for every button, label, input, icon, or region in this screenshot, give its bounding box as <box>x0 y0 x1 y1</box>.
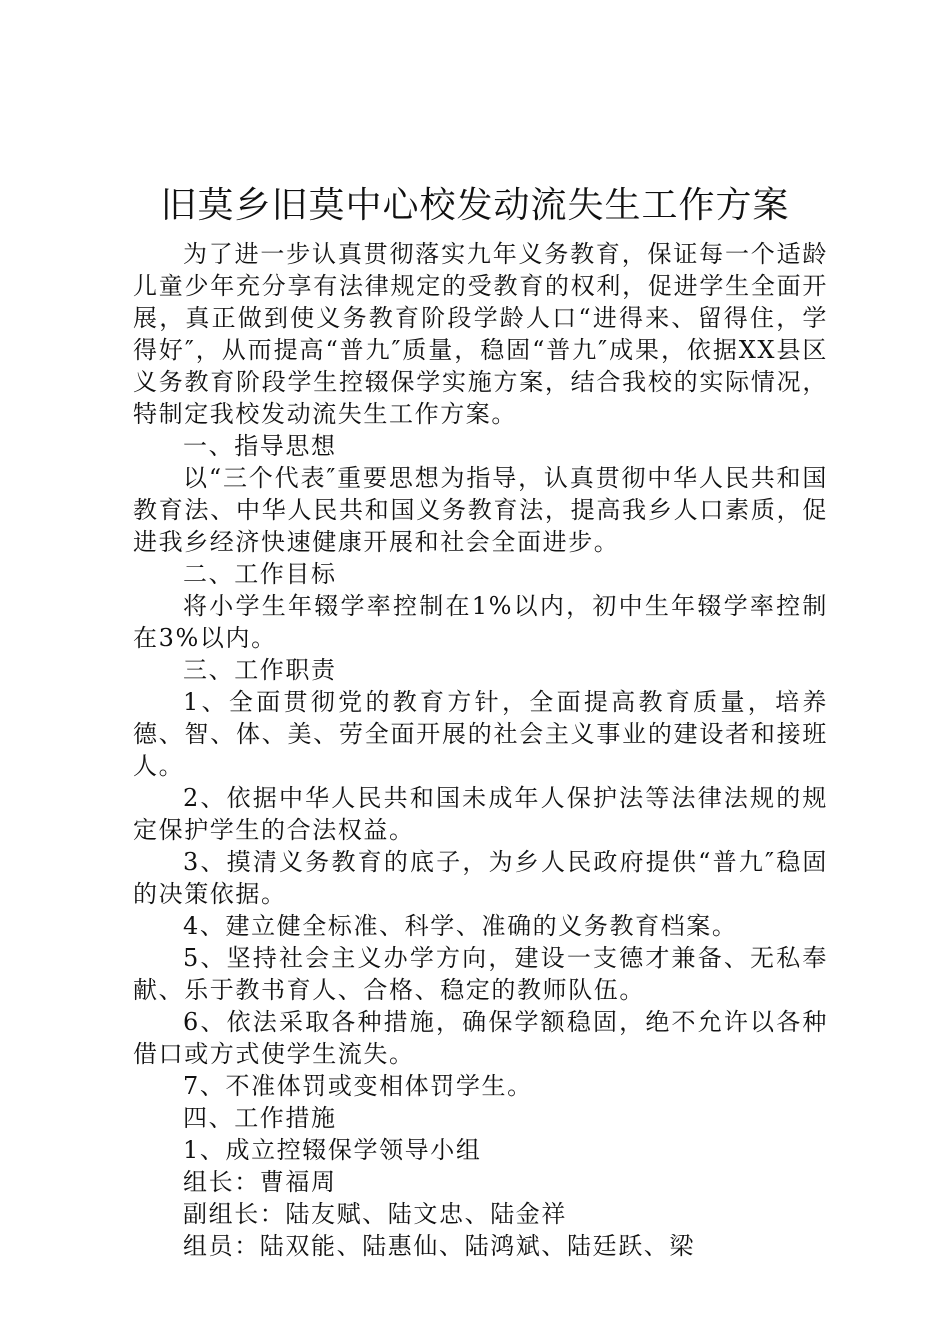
group-leader-line: 组长：曹福周 <box>183 1168 337 1196</box>
section-heading-measures: 四、工作措施 <box>183 1104 337 1132</box>
responsibility-item-4: 4、建立健全标准、科学、准确的义务教育档案。 <box>183 912 738 940</box>
section-heading-work-goals: 二、工作目标 <box>183 560 337 588</box>
document-title: 旧莫乡旧莫中心校发动流失生工作方案 <box>160 185 790 226</box>
responsibility-item-5: 5、坚持社会主义办学方向，建设一支德才兼备、无私奉献、乐于教书育人、合格、稳定的教师队伍。 <box>133 944 828 1004</box>
work-goals-paragraph: 将小学生年辍学率控制在1%以内，初中生年辍学率控制在3%以内。 <box>133 592 828 652</box>
intro-paragraph: 为了进一步认真贯彻落实九年义务教育，保证每一个适龄儿童少年充分享有法律规定的受教育的权利，促进学生全面开展，真正做到使义务教育阶段学龄人口“进得来、留得住，学得好″，从而提高“普九″质量，稳固“普九″成果，依据XX县区义务教育阶段学生控辍保学实施方案，结合我校的实际情况，特制定我校发动流失生工作方案。 <box>133 240 828 428</box>
guiding-ideology-paragraph: 以“三个代表″重要思想为指导，认真贯彻中华人民共和国教育法、中华人民共和国义务教育法，提高我乡人口素质，促进我乡经济快速健康开展和社会全面进步。 <box>133 464 828 556</box>
document-body <box>133 238 828 1262</box>
responsibility-item-2: 2、依据中华人民共和国未成年人保护法等法律法规的规定保护学生的合法权益。 <box>133 784 828 844</box>
section-heading-guiding-ideology: 一、指导思想 <box>183 432 337 460</box>
section-heading-responsibilities: 三、工作职责 <box>183 656 337 684</box>
responsibility-item-6: 6、依法采取各种措施，确保学额稳固，绝不允许以各种借口或方式使学生流失。 <box>133 1008 828 1068</box>
responsibility-item-7: 7、不准体罚或变相体罚学生。 <box>183 1072 533 1100</box>
responsibility-item-3: 3、摸清义务教育的底子，为乡人民政府提供“普九″稳固的决策依据。 <box>133 848 828 908</box>
responsibility-item-1: 1、全面贯彻党的教育方针，全面提高教育质量，培养德、智、体、美、劳全面开展的社会主义事业的建设者和接班人。 <box>133 688 828 780</box>
group-members-line: 组员：陆双能、陆惠仙、陆鸿斌、陆廷跃、梁 <box>183 1232 695 1260</box>
deputy-leader-line: 副组长：陆友赋、陆文忠、陆金祥 <box>183 1200 567 1228</box>
measure-item-1: 1、成立控辍保学领导小组 <box>183 1136 482 1164</box>
